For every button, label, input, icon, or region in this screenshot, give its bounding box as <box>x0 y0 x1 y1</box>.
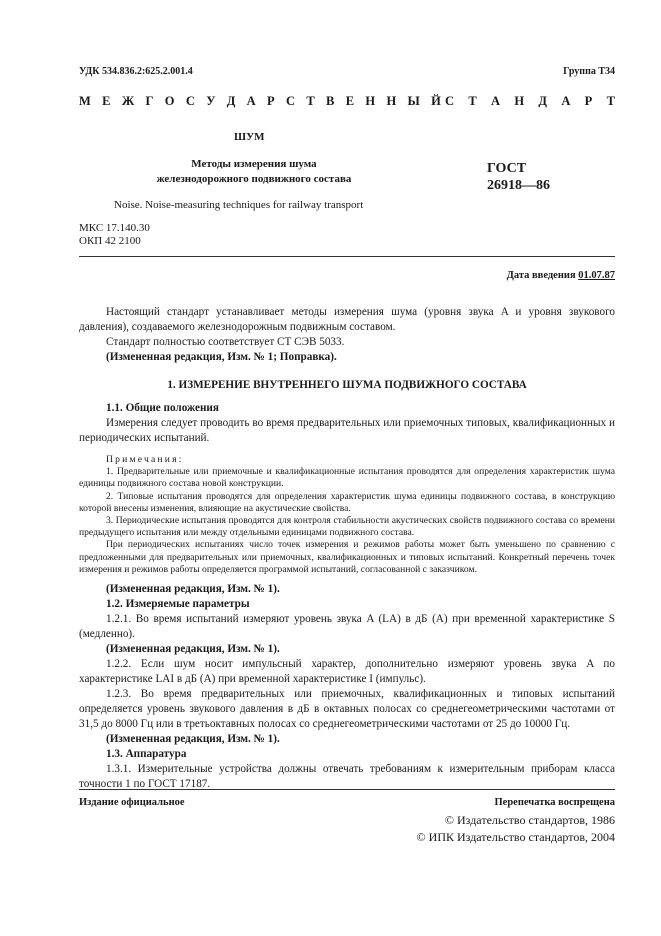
banner-word-interstate <box>79 94 441 109</box>
reprint-prohibited: Перепечатка воспрещена <box>494 797 615 808</box>
clause-1-3-1: 1.3.1. Измерительные устройства должны отвечать требованиям к измерительным приборам класса точности 1 по ГОСТ 17187. <box>79 763 615 791</box>
title-block <box>79 130 615 210</box>
page-header <box>79 64 615 79</box>
gost-designation <box>487 160 550 194</box>
compliance-paragraph: Стандарт полностью соответствует СТ СЭВ 5033. <box>106 336 345 348</box>
subsection-1-2-heading: 1.2. Измеряемые параметры <box>106 598 250 611</box>
page-footer <box>79 795 615 810</box>
subtitle-line-1: Методы измерения шума <box>191 158 317 170</box>
gost-number: 26918—86 <box>487 178 550 193</box>
banner-letter: Е <box>102 94 111 108</box>
revision-note-2: (Измененная редакция, Изм. № 1). <box>106 643 280 656</box>
document-body <box>79 305 615 792</box>
gost-label: ГОСТ <box>487 161 527 176</box>
banner-letter: Г <box>145 94 154 108</box>
revision-note-3: (Измененная редакция, Изм. № 1). <box>106 733 280 746</box>
banner-letter: Ы <box>407 94 420 108</box>
copyright-2004: © ИПК Издательство стандартов, 2004 <box>416 830 615 844</box>
copyright-1986: © Издательство стандартов, 1986 <box>444 813 615 827</box>
banner-letter: М <box>79 94 91 108</box>
clause-1-2-3: 1.2.3. Во время предварительных или приемочных, квалификационных и типовых испытаний определяется уровень звукового давления в дБ в октавных полосах со среднегеометрическими частотами от 31,5 до 8000 Гц или в третьоктавных полосах со среднегеометрическими частотами от 25 до 10000 Гц. <box>79 688 615 731</box>
intro-date <box>507 268 615 283</box>
group-code: Группа Т34 <box>563 66 615 77</box>
clause-1-2-1: 1.2.1. Во время испытаний измеряют уровень звука A (LA) в дБ (A) при временной характеристике S (медленно). <box>79 613 615 641</box>
notes-heading: Примечания: <box>106 454 184 465</box>
banner-letter: О <box>164 94 175 108</box>
banner-letter: С <box>445 94 455 108</box>
standard-banner <box>79 94 615 109</box>
banner-letter: Н <box>386 94 397 108</box>
revision-note-1: (Измененная редакция, Изм. № 1). <box>106 583 280 596</box>
banner-letter: У <box>206 94 216 108</box>
banner-letter: А <box>491 94 501 108</box>
banner-letter: Т <box>306 94 315 108</box>
note-4: При периодических испытаниях число точек измерения и режимов работы может быть уменьшено по сравнению с предложенными для предварительных или приемочных, квалификационных и типовых испытаний. Конкретный перечень точек измерения и режимов работы определяется программой испытаний, согласованной с заказчиком. <box>79 539 615 575</box>
mks-code: МКС 17.140.30 <box>79 222 150 234</box>
okp-code: ОКП 42 2100 <box>79 235 141 247</box>
standard-subtitle <box>149 157 359 187</box>
banner-letter: В <box>326 94 335 108</box>
banner-word-standard <box>445 94 615 109</box>
copyright-block <box>417 812 615 846</box>
banner-letter: А <box>246 94 256 108</box>
banner-letter: Д <box>538 94 547 108</box>
banner-letter: Т <box>606 94 615 108</box>
banner-letter: Р <box>584 94 593 108</box>
official-edition: Издание официальное <box>79 797 185 808</box>
intro-date-label: Дата введения <box>506 270 576 281</box>
intro-paragraph: Настоящий стандарт устанавливает методы измерения шума (уровня звука A и уровня звукового давления), создаваемого железнодорожным подвижным составом. <box>79 306 615 333</box>
banner-letter: Р <box>267 94 275 108</box>
banner-letter: Й <box>431 94 441 108</box>
banner-letter: А <box>561 94 571 108</box>
note-1: 1. Предварительные или приемочные и квалификационные испытания проводятся для определения характеристик шума единицы подвижного состава новой конструкции. <box>79 466 615 490</box>
standard-title: ШУМ <box>234 131 265 143</box>
subsection-1-3-heading: 1.3. Аппаратура <box>106 748 187 761</box>
divider-bottom <box>79 789 615 790</box>
clause-1-2-2: 1.2.2. Если шум носит импульсный характер, дополнительно измеряют уровень звука A по характеристике LAI в дБ (A) при временной характеристике I (импульс). <box>79 658 615 686</box>
banner-letter: Н <box>365 94 376 108</box>
subtitle-line-2: железнодорожного подвижного состава <box>156 173 352 185</box>
intro-date-value: 01.07.87 <box>578 270 615 281</box>
banner-letter: С <box>185 94 195 108</box>
udk-code: УДК 534.836.2:625.2.001.4 <box>79 66 193 77</box>
english-title: Noise. Noise-measuring techniques for railway transport <box>114 199 364 211</box>
banner-letter: Ж <box>121 94 135 108</box>
banner-letter: Т <box>468 94 477 108</box>
banner-letter: Н <box>514 94 525 108</box>
section-1-heading: 1. ИЗМЕРЕНИЕ ВНУТРЕННЕГО ШУМА ПОДВИЖНОГО СОСТАВА <box>167 379 527 391</box>
banner-letter: Д <box>226 94 236 108</box>
banner-letter: Е <box>345 94 355 108</box>
classification-codes <box>79 222 150 248</box>
revision-note: (Измененная редакция, Изм. № 1; Поправка). <box>106 351 337 363</box>
note-2: 2. Типовые испытания проводятся для определения характеристик шума единицы подвижного состава, в конструкцию которой внесены изменения, влияющие на акустические свойства. <box>79 490 615 514</box>
note-3: 3. Периодические испытания проводятся для контроля стабильности акустических свойств подвижного состава со времени предыдущего испытания или между отдельными единицами подвижного состава. <box>79 515 615 539</box>
subsection-1-1-text: Измерения следует проводить во время предварительных или приемочных типовых, квалификационных и периодических испытаний. <box>79 417 615 444</box>
divider-top <box>79 256 615 257</box>
subsection-1-1-heading: 1.1. Общие положения <box>106 402 219 414</box>
banner-letter: С <box>286 94 296 108</box>
